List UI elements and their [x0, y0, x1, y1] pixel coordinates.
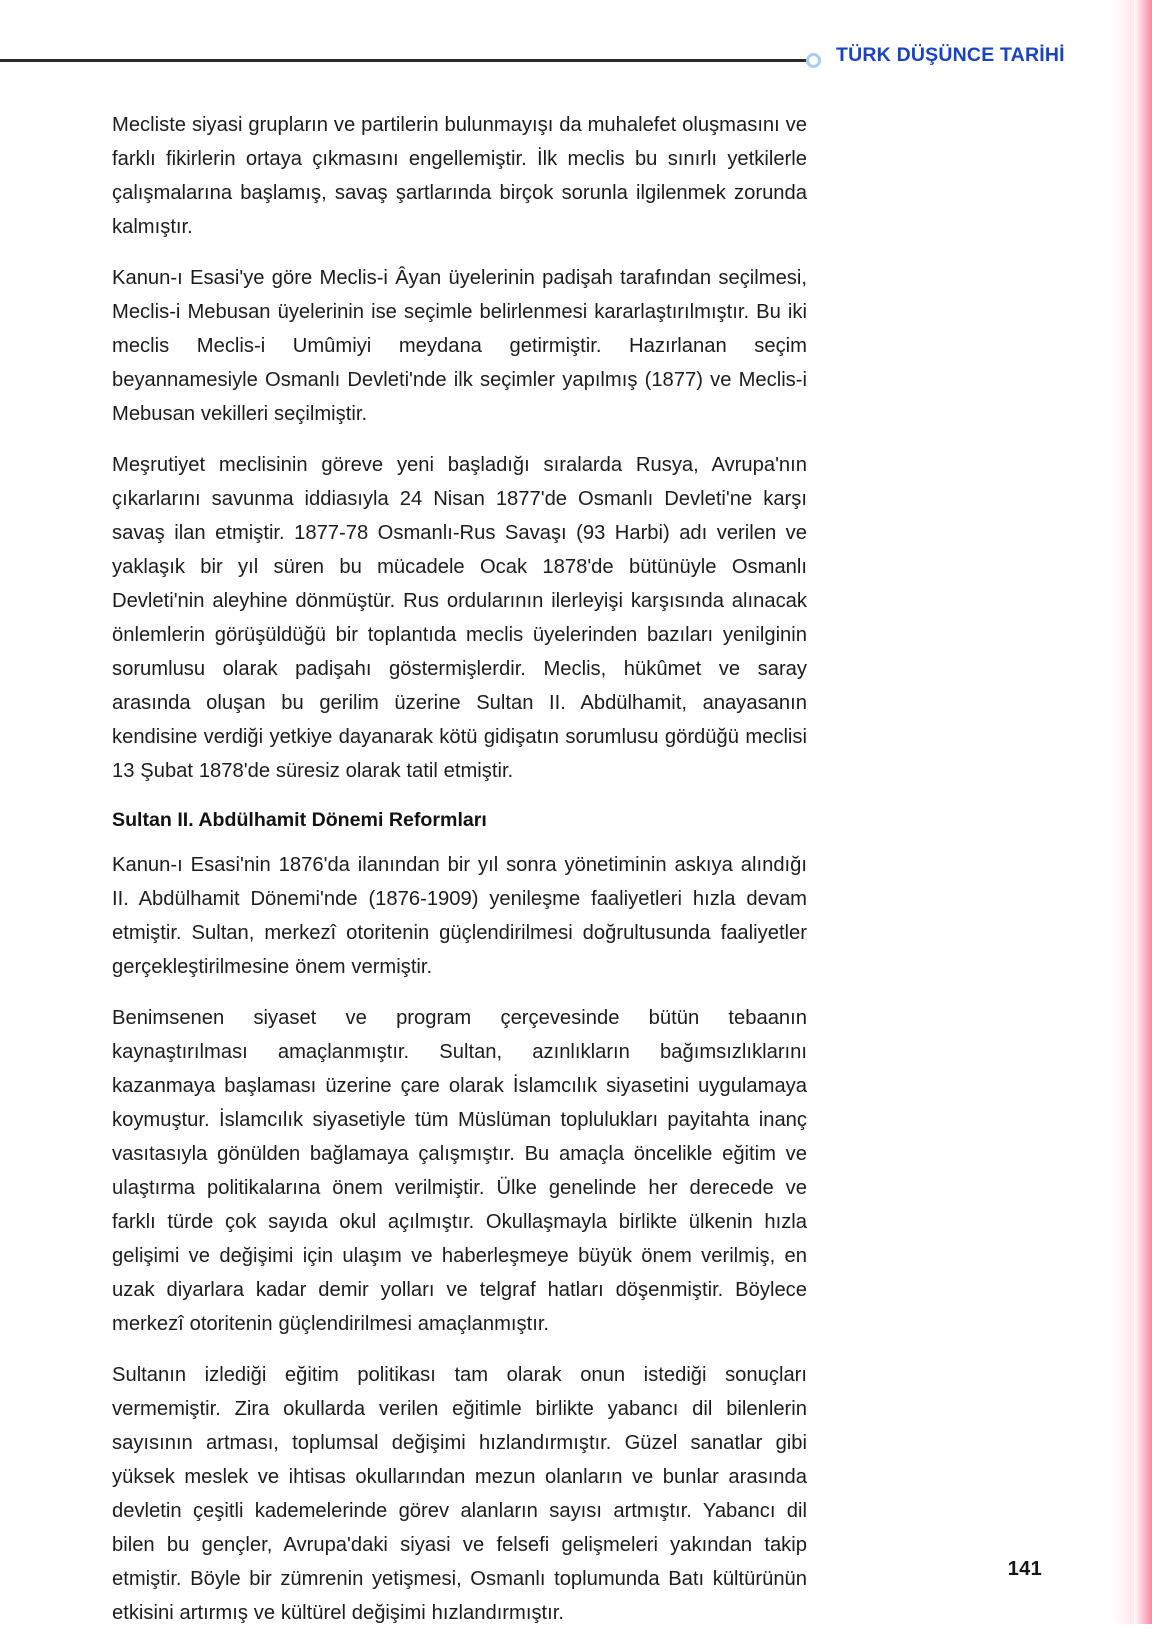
paragraph: Mecliste siyasi grupların ve partilerin bulunmayışı da muhalefet oluşmasını ve farklı fikirlerin ortaya çıkmasını engellemiştir. İlk meclis bu sınırlı yetkilerle çalışmalarına başlamış, savaş şartlarında birçok sorunla ilgilenmek zorunda kalmıştır.	[112, 114, 807, 238]
paragraph: Benimsenen siyaset ve program çerçevesinde bütün tebaanın kaynaştırılması amaçlanmıştır. Sultan, azınlıkların bağımsızlıklarını kazanmaya başlaması üzerine çare olarak İslamcılık siyasetini uygulamaya koymuştur. İslamcılık siyasetiyle tüm Müslüman toplulukları payitahta inanç vasıtasıyla gönülden bağlamaya çalışmıştır. Bu amaçla öncelikle eğitim ve ulaştırma politikalarına önem verilmiştir. Ülke genelinde her derecede ve farklı türde çok sayıda okul açılmıştır. Okullaşmayla birlikte ülkenin hızla gelişimi ve değişimi için ulaşım ve haberleşmeye büyük önem verilmiş, en uzak diyarlara kadar demir yolları ve telgraf hatları döşenmiştir. Böylece merkezî otoritenin güçlendirilmesi amaçlanmıştır.	[112, 1007, 807, 1335]
header-title: TÜRK DÜŞÜNCE TARİHİ	[836, 44, 1065, 66]
paragraph: Kanun-ı Esasi'nin 1876'da ilanından bir yıl sonra yönetiminin askıya alındığı II. Abdülhamit Dönemi'nde (1876-1909) yenileşme faaliyetleri hızla devam etmiştir. Sultan, merkezî otoritenin güçlendirilmesi doğrultusunda faaliyetler gerçekleştirilmesine önem vermiştir.	[112, 854, 807, 978]
text-column	[112, 108, 807, 1630]
page-edge-stripe	[1134, 0, 1152, 1624]
paragraph: Sultanın izlediği eğitim politikası tam olarak onun istediği sonuçları vermemiştir. Zira okullarda verilen eğitimle birlikte yabancı dil bilenlerin sayısının artması, toplumsal değişimi hızlandırmıştır. Güzel sanatlar gibi yüksek meslek ve ihtisas okullarından mezun olanların ve bunlar arasında devletin çeşitli kademelerinde görev alanların sayısı artmıştır. Yabancı dil bilen bu gençler, Avrupa'daki siyasi ve felsefi gelişmeleri yakından takip etmiştir. Böyle bir zümrenin yetişmesi, Osmanlı toplumunda Batı kültürünün etkisini artırmış ve kültürel değişimi hızlandırmıştır.	[112, 1364, 807, 1624]
header-rule	[0, 59, 812, 62]
circle-marker-icon	[806, 53, 821, 68]
page-edge-fade	[1112, 0, 1134, 1624]
paragraph: Meşrutiyet meclisinin göreve yeni başladığı sıralarda Rusya, Avrupa'nın çıkarlarını savunma iddiasıyla 24 Nisan 1877'de Osmanlı Devleti'ne karşı savaş ilan etmiştir. 1877-78 Osmanlı-Rus Savaşı (93 Harbi) adı verilen ve yaklaşık bir yıl süren bu mücadele Ocak 1878'de bütünüyle Osmanlı Devleti'nin aleyhine dönmüştür. Rus ordularının ilerleyişi karşısında alınacak önlemlerin görüşüldüğü bir toplantıda meclis üyelerinden bazıları yenilginin sorumlusu olarak padişahı göstermişlerdir. Meclis, hükûmet ve saray arasında oluşan bu gerilim üzerine Sultan II. Abdülhamit, anayasanın kendisine verdiği yetkiye dayanarak kötü gidişatın sorumlusu gördüğü meclisi 13 Şubat 1878'de süresiz olarak tatil etmiştir.	[112, 454, 807, 782]
paragraph: Kanun-ı Esasi'ye göre Meclis-i Âyan üyelerinin padişah tarafından seçilmesi, Meclis-i Mebusan üyelerinin ise seçimle belirlenmesi kararlaştırılmıştır. Bu iki meclis Meclis-i Umûmiyi meydana getirmiştir. Hazırlanan seçim beyannamesiyle Osmanlı Devleti'nde ilk seçimler yapılmış (1877) ve Meclis-i Mebusan vekilleri seçilmiştir.	[112, 267, 807, 425]
running-header	[0, 44, 1152, 78]
section-heading: Sultan II. Abdülhamit Dönemi Reformları	[112, 809, 487, 831]
page-number: 141	[1007, 1558, 1042, 1580]
